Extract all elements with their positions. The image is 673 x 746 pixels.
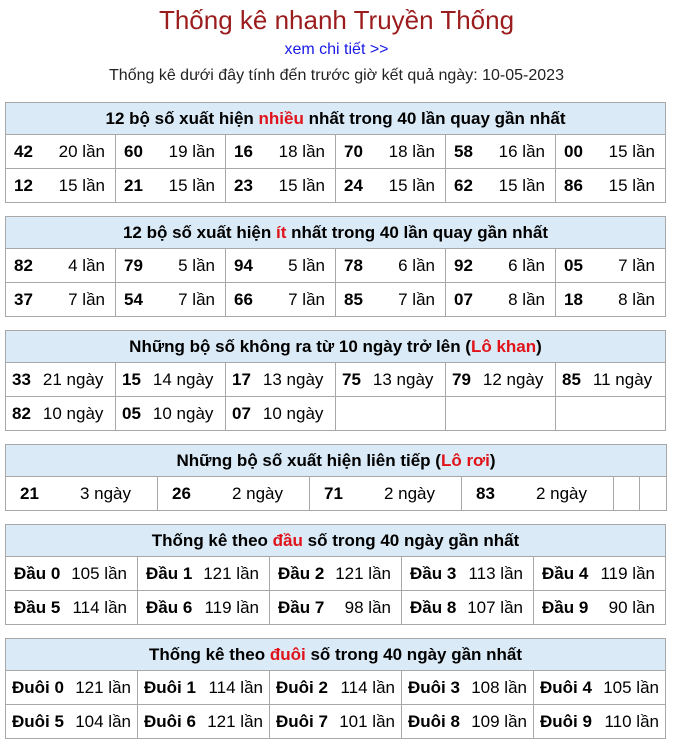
- stat-cell: 62 15 lần: [446, 169, 556, 203]
- stat-cell: 85 11 ngày: [556, 363, 666, 397]
- stat-cell: Đuôi 3 108 lần: [402, 671, 534, 705]
- stat-cell: 05 10 ngày: [116, 397, 226, 431]
- page-title: Thống kê nhanh Truyền Thống: [158, 5, 515, 35]
- stat-cell: 33 21 ngày: [6, 363, 116, 397]
- lo-khan-table: [5, 330, 666, 431]
- empty-cell: [446, 397, 556, 431]
- empty-cell: [336, 397, 446, 431]
- stat-cell: Đuôi 9 110 lần: [534, 705, 666, 739]
- stat-cell: Đầu 7 98 lần: [270, 591, 402, 625]
- stat-cell: 07 8 lần: [446, 283, 556, 317]
- stat-cell: Đầu 1 121 lần: [138, 557, 270, 591]
- stat-cell: 82 4 lần: [6, 249, 116, 283]
- least-frequent-table: [5, 216, 666, 317]
- stat-cell: 60 19 lần: [116, 135, 226, 169]
- stat-cell: Đuôi 4 105 lần: [534, 671, 666, 705]
- table-row: [6, 363, 666, 397]
- table-row: [6, 283, 666, 317]
- dau-heading: Thống kê theo đầu số trong 40 ngày gần nhất: [6, 525, 666, 557]
- stat-cell: Đầu 6 119 lần: [138, 591, 270, 625]
- stat-cell: 83 2 ngày: [462, 477, 614, 511]
- stat-cell: Đuôi 7 101 lần: [270, 705, 402, 739]
- stat-cell: Đuôi 2 114 lần: [270, 671, 402, 705]
- stat-cell: 24 15 lần: [336, 169, 446, 203]
- lo-roi-heading: Những bộ số xuất hiện liên tiếp (Lô rơi): [6, 445, 667, 477]
- table-row: [6, 671, 666, 705]
- dau-table: [5, 524, 666, 625]
- most-frequent-heading: 12 bộ số xuất hiện nhiều nhất trong 40 lần quay gần nhất: [6, 103, 666, 135]
- stat-cell: 94 5 lần: [226, 249, 336, 283]
- stat-cell: 00 15 lần: [556, 135, 666, 169]
- stat-cell: 79 5 lần: [116, 249, 226, 283]
- stat-cell: Đuôi 6 121 lần: [138, 705, 270, 739]
- table-row: [6, 477, 667, 511]
- least-frequent-heading: 12 bộ số xuất hiện ít nhất trong 40 lần quay gần nhất: [6, 217, 666, 249]
- stat-cell: 75 13 ngày: [336, 363, 446, 397]
- stat-cell: 85 7 lần: [336, 283, 446, 317]
- stat-cell: Đầu 5 114 lần: [6, 591, 138, 625]
- stat-cell: Đầu 2 121 lần: [270, 557, 402, 591]
- table-row: [6, 397, 666, 431]
- stat-cell: Đầu 4 119 lần: [534, 557, 666, 591]
- stat-cell: 21 3 ngày: [6, 477, 158, 511]
- stat-cell: 66 7 lần: [226, 283, 336, 317]
- stat-cell: 17 13 ngày: [226, 363, 336, 397]
- stat-cell: 70 18 lần: [336, 135, 446, 169]
- stat-cell: 82 10 ngày: [6, 397, 116, 431]
- stat-cell: 05 7 lần: [556, 249, 666, 283]
- duoi-table: [5, 638, 666, 739]
- stat-cell: Đuôi 0 121 lần: [6, 671, 138, 705]
- view-details-link[interactable]: xem chi tiết >>: [284, 41, 389, 58]
- table-row: [6, 249, 666, 283]
- stat-cell: 15 14 ngày: [116, 363, 226, 397]
- stat-cell: 58 16 lần: [446, 135, 556, 169]
- stat-cell: 12 15 lần: [6, 169, 116, 203]
- stat-cell: Đuôi 8 109 lần: [402, 705, 534, 739]
- stat-cell: 42 20 lần: [6, 135, 116, 169]
- stat-cell: 86 15 lần: [556, 169, 666, 203]
- stat-cell: Đầu 8 107 lần: [402, 591, 534, 625]
- duoi-heading: Thống kê theo đuôi số trong 40 ngày gần nhất: [6, 639, 666, 671]
- empty-cell: [556, 397, 666, 431]
- stat-cell: Đuôi 1 114 lần: [138, 671, 270, 705]
- stat-cell: Đầu 0 105 lần: [6, 557, 138, 591]
- stat-cell: 92 6 lần: [446, 249, 556, 283]
- stat-cell: 07 10 ngày: [226, 397, 336, 431]
- stat-cell: Đầu 3 113 lần: [402, 557, 534, 591]
- stat-cell: 71 2 ngày: [310, 477, 462, 511]
- lo-khan-heading: Những bộ số không ra từ 10 ngày trở lên (Lô khan): [6, 331, 666, 363]
- stat-cell: Đuôi 5 104 lần: [6, 705, 138, 739]
- stat-cell: 26 2 ngày: [158, 477, 310, 511]
- table-row: [6, 169, 666, 203]
- stat-cell: Đầu 9 90 lần: [534, 591, 666, 625]
- stat-cell: 21 15 lần: [116, 169, 226, 203]
- stat-cell: 18 8 lần: [556, 283, 666, 317]
- table-row: [6, 705, 666, 739]
- lo-roi-table: [5, 444, 667, 511]
- stat-cell: 37 7 lần: [6, 283, 116, 317]
- stat-cell: 54 7 lần: [116, 283, 226, 317]
- page-subtitle: Thống kê dưới đây tính đến trước giờ kết quả ngày: 10-05-2023: [109, 67, 564, 84]
- table-row: [6, 591, 666, 625]
- most-frequent-table: [5, 102, 666, 203]
- stat-cell: 16 18 lần: [226, 135, 336, 169]
- stat-cell: 23 15 lần: [226, 169, 336, 203]
- empty-cell: [640, 477, 667, 511]
- stat-cell: 78 6 lần: [336, 249, 446, 283]
- table-row: [6, 557, 666, 591]
- stat-cell: 79 12 ngày: [446, 363, 556, 397]
- table-row: [6, 135, 666, 169]
- empty-cell: [614, 477, 640, 511]
